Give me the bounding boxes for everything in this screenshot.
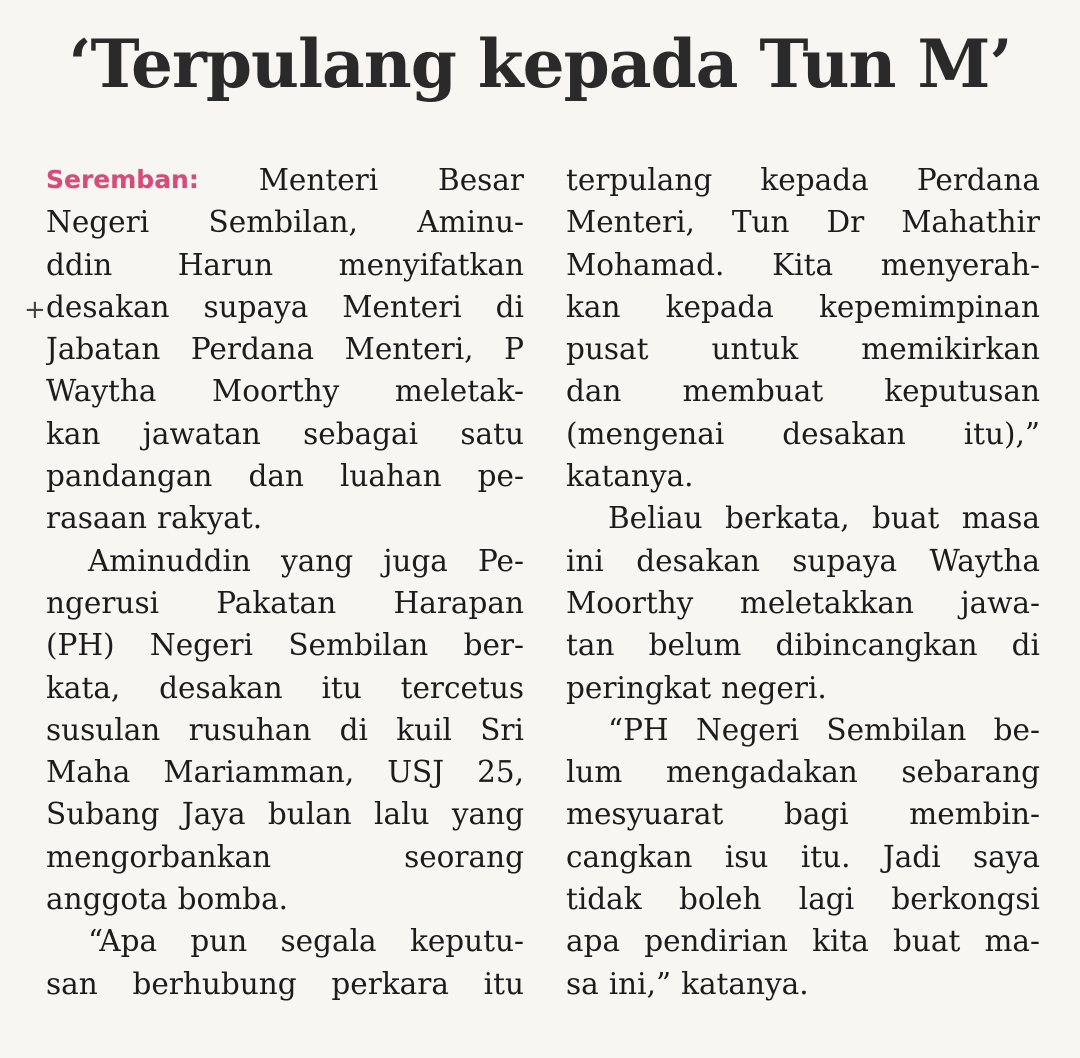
word: kepada (760, 163, 869, 197)
word: peringkat (566, 670, 712, 705)
word: ber- (463, 628, 524, 663)
word: be- (993, 712, 1040, 747)
word: buat (893, 924, 961, 959)
word: itu. (800, 839, 851, 874)
word: kan (46, 416, 101, 451)
word: kita (812, 924, 869, 959)
text-line (566, 667, 1040, 709)
word: supaya (203, 289, 309, 324)
word: boleh (678, 882, 762, 917)
word: keputusan (884, 374, 1040, 409)
word: desakan (636, 543, 760, 578)
text-line (46, 455, 524, 497)
word: dan (248, 459, 304, 494)
word: Moorthy (212, 374, 340, 409)
word: tercetus (400, 670, 524, 705)
word: bulan (267, 797, 352, 832)
word: seorang (404, 839, 524, 874)
word: belum (648, 628, 742, 663)
word: masa (961, 501, 1040, 536)
word: segala (280, 924, 377, 959)
word: kata, (46, 670, 121, 705)
word: Negeri (149, 628, 254, 663)
word: mesyuarat (566, 797, 724, 832)
word: ddin (46, 247, 113, 282)
text-line (46, 370, 524, 412)
word: kan (566, 289, 621, 324)
word: anggota (46, 882, 168, 917)
word: Harun (177, 247, 274, 282)
word: Negeri (695, 712, 800, 747)
word: keputu- (409, 924, 524, 959)
word: Dr (826, 205, 865, 240)
word: pun (190, 924, 248, 959)
word: Mariamman, (163, 755, 355, 790)
word: Sembilan (288, 628, 429, 663)
text-line (46, 328, 524, 370)
word: kepemimpinan (819, 289, 1040, 324)
article-column-left (46, 159, 524, 1005)
word: Waytha (929, 543, 1040, 578)
word: buat (872, 501, 940, 536)
text-line (46, 920, 524, 962)
word: Menteri (342, 289, 462, 324)
word: lalu (374, 797, 430, 832)
word: desakan (159, 670, 283, 705)
word: rusuhan (188, 712, 312, 747)
word: terpulang (566, 163, 713, 197)
word: perkara (331, 966, 449, 1001)
dateline: Seremban: (46, 165, 199, 194)
word: san (46, 966, 98, 1001)
text-line (46, 201, 524, 243)
word: USJ (387, 755, 445, 790)
word: Pakatan (216, 585, 337, 620)
text-line (566, 455, 1040, 497)
word: yang (281, 543, 354, 578)
text-line (46, 836, 524, 878)
word: Jaya (181, 797, 246, 832)
word: itu (483, 966, 524, 1001)
text-line (566, 920, 1040, 962)
word: lum (566, 755, 623, 790)
word: di (1011, 628, 1040, 663)
word: bomba. (177, 882, 289, 917)
word: membin- (909, 797, 1040, 832)
word: “Apa (88, 924, 158, 959)
word: desakan (46, 289, 170, 324)
text-line (46, 878, 524, 920)
text-line (46, 582, 524, 624)
word: Menteri, (344, 332, 474, 367)
word: luahan (340, 459, 442, 494)
text-line (46, 624, 524, 666)
word: di (495, 289, 524, 324)
plus-mark-icon: + (24, 295, 46, 325)
text-line (566, 159, 1040, 201)
word: sebarang (901, 755, 1040, 790)
word: cangkan (566, 839, 693, 874)
word: tidak (566, 882, 642, 917)
word: sebagai (303, 416, 419, 451)
word: lagi (798, 882, 855, 917)
word: meletakkan (739, 585, 914, 620)
word: desakan (782, 416, 906, 451)
word: satu (460, 416, 524, 451)
text-line (566, 624, 1040, 666)
text-line (46, 286, 524, 328)
text-line (566, 582, 1040, 624)
text-line (566, 370, 1040, 412)
text-line (46, 413, 524, 455)
word: ma- (984, 924, 1040, 959)
word: saya (973, 839, 1040, 874)
text-line (566, 328, 1040, 370)
word: Moorthy (566, 585, 694, 620)
word: apa (566, 924, 621, 959)
word: itu),” (963, 416, 1040, 451)
word: ngerusi (46, 585, 160, 620)
word: mengorbankan (46, 839, 272, 874)
word: dan (566, 374, 622, 409)
text-line (566, 751, 1040, 793)
text-line (566, 793, 1040, 835)
word: itu (321, 670, 362, 705)
word: untuk (711, 332, 799, 367)
word: 25, (477, 755, 524, 790)
word: ini,” (608, 966, 672, 1001)
word: meletak- (394, 374, 524, 409)
word: sa (566, 966, 599, 1001)
text-line (46, 667, 524, 709)
word: katanya. (681, 966, 809, 1001)
word: supaya (792, 543, 898, 578)
text-line (566, 286, 1040, 328)
text-line (46, 709, 524, 751)
word: tan (566, 628, 615, 663)
word: Maha (46, 755, 131, 790)
word: kuil (396, 712, 452, 747)
headline: ‘Terpulang kepada Tun M’ (68, 25, 1012, 103)
text-line (46, 497, 524, 539)
text-line (46, 793, 524, 835)
word: Jabatan (46, 332, 161, 367)
word: Menteri (258, 163, 379, 197)
text-line (46, 751, 524, 793)
word: jawa- (960, 585, 1040, 620)
word: membuat (682, 374, 824, 409)
text-line (566, 878, 1040, 920)
word: di (339, 712, 368, 747)
word: berhubung (132, 966, 297, 1001)
word: Aminu- (417, 205, 524, 240)
word: Perdana (190, 332, 315, 367)
word: Besar (438, 163, 524, 197)
word: Harapan (393, 585, 524, 620)
text-line (566, 540, 1040, 582)
word: berkongsi (891, 882, 1040, 917)
word: Menteri, (566, 205, 695, 240)
word: Negeri (46, 205, 150, 240)
text-line (566, 413, 1040, 455)
word: berkata, (724, 501, 850, 536)
text-line (566, 836, 1040, 878)
word: Waytha (46, 374, 157, 409)
word: kepada (665, 289, 774, 324)
text-line (566, 244, 1040, 286)
word: yang (451, 797, 524, 832)
word: pendirian (644, 924, 788, 959)
text-line (46, 540, 524, 582)
word: jawatan (142, 416, 261, 451)
word: Mahathir (901, 205, 1040, 240)
word: memikirkan (861, 332, 1040, 367)
text-line (46, 159, 524, 201)
word: katanya. (566, 459, 694, 494)
word: menyerah- (880, 247, 1040, 282)
word: Sembilan (826, 712, 967, 747)
word: Kita (772, 247, 834, 282)
word: Tun (731, 205, 790, 240)
word: Sri (480, 712, 524, 747)
word: pe- (477, 459, 524, 494)
word: Perdana (916, 163, 1040, 197)
word: susulan (46, 712, 161, 747)
word: rakyat. (157, 501, 263, 536)
word: dibincangkan (775, 628, 978, 663)
word: bagi (783, 797, 849, 832)
text-line (566, 201, 1040, 243)
word: ini (566, 543, 604, 578)
word: Subang (46, 797, 160, 832)
word: P (504, 332, 524, 367)
word: Pe- (478, 543, 524, 578)
text-line (46, 244, 524, 286)
word: rasaan (46, 501, 148, 536)
word: Aminuddin (88, 543, 251, 578)
word: pusat (566, 332, 649, 367)
text-line (46, 963, 524, 1005)
text-line (566, 497, 1040, 539)
word: negeri. (721, 670, 827, 705)
word: menyifatkan (338, 247, 524, 282)
word: Beliau (608, 501, 703, 536)
word: pandangan (46, 459, 213, 494)
word: mengadakan (665, 755, 858, 790)
word: Jadi (882, 839, 941, 874)
word: juga (383, 543, 448, 578)
article-column-right (566, 159, 1040, 1005)
word: (PH) (46, 628, 115, 663)
word: (mengenai (566, 416, 725, 451)
word: isu (724, 839, 769, 874)
text-line (566, 963, 1040, 1005)
word: Mohamad. (566, 247, 725, 282)
word: Sembilan, (208, 205, 358, 240)
word: “PH (608, 712, 669, 747)
text-line (566, 709, 1040, 751)
